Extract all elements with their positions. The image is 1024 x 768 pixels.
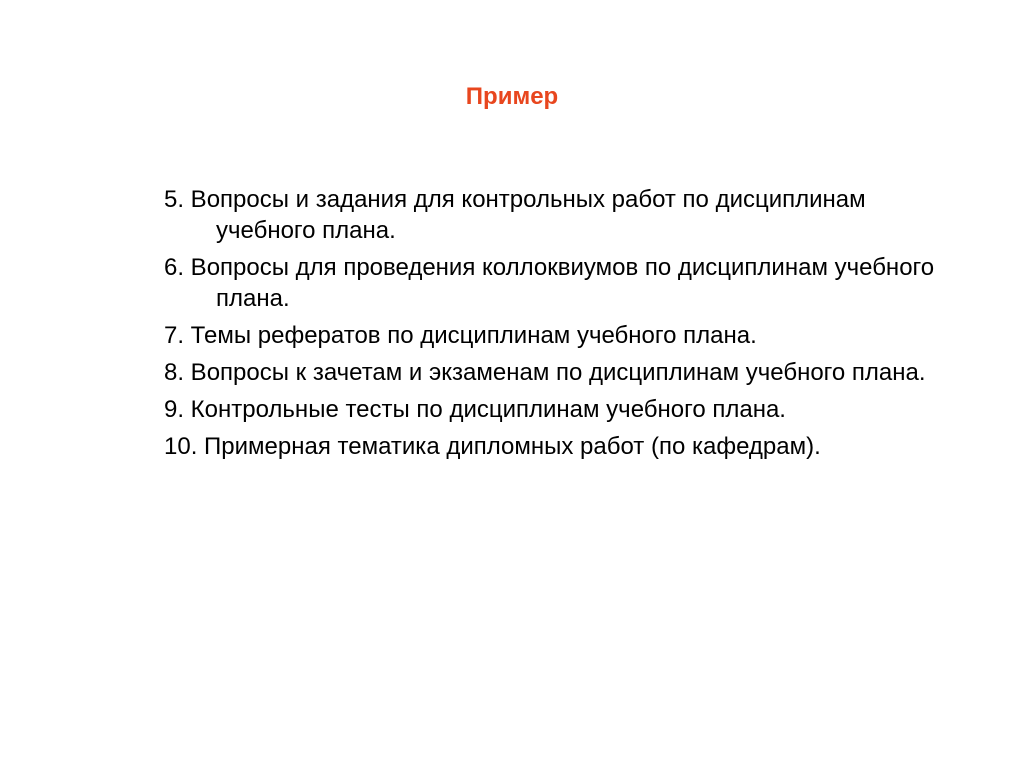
list-item: 10. Примерная тематика дипломных работ (по кафедрам). <box>164 433 821 460</box>
list-item: 7. Темы рефератов по дисциплинам учебного плана. <box>164 322 757 349</box>
list-item: 5. Вопросы и задания для контрольных работ по дисциплинам учебного плана. <box>164 186 866 244</box>
item-list <box>164 184 964 468</box>
slide-title: Пример <box>465 83 559 110</box>
list-item: 6. Вопросы для проведения коллоквиумов по дисциплинам учебного плана. <box>164 254 935 312</box>
list-item: 8. Вопросы к зачетам и экзаменам по дисциплинам учебного плана. <box>164 359 926 386</box>
list-item: 9. Контрольные тесты по дисциплинам учебного плана. <box>164 396 786 423</box>
